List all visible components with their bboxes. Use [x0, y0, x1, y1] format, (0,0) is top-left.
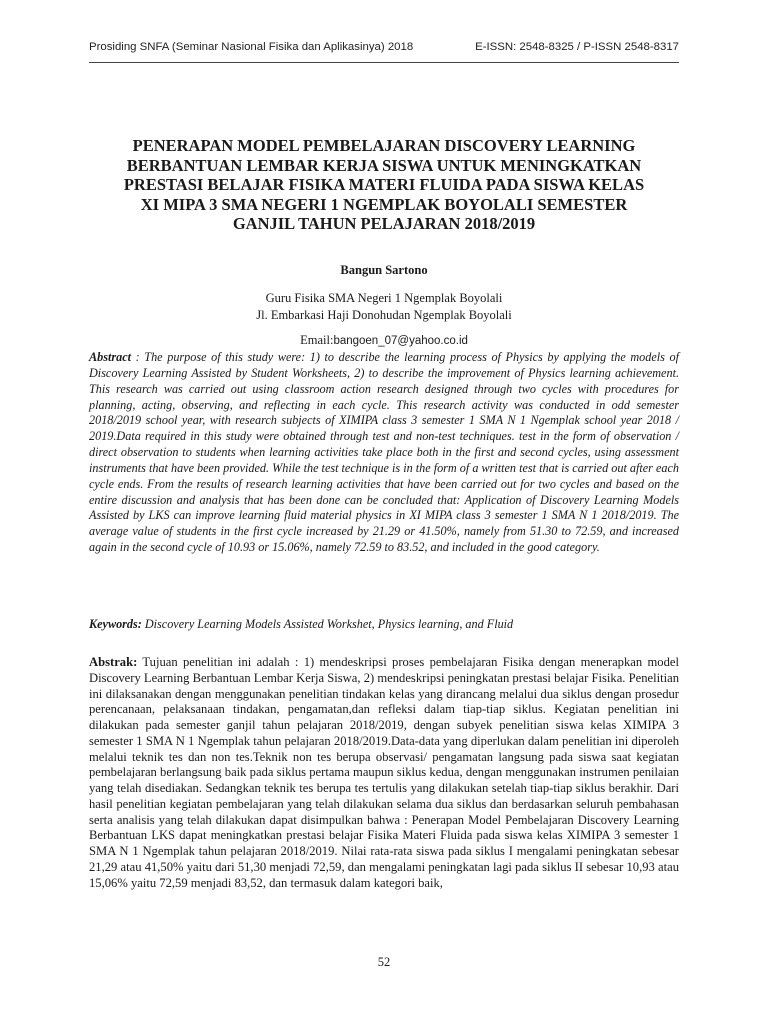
title-line: GANJIL TAHUN PELAJARAN 2018/2019	[232, 214, 536, 234]
abstrak-label: Abstrak:	[89, 655, 138, 669]
title-line: BERBANTUAN LEMBAR KERJA SISWA UNTUK MENINGKATKAN	[126, 155, 642, 175]
running-header	[89, 41, 679, 57]
page-number: 52	[377, 955, 391, 969]
abstract-english	[89, 350, 679, 556]
affiliation-line: Jl. Embarkasi Haji Donohudan Ngemplak Boyolali	[256, 308, 512, 322]
email-address[interactable]: bangoen_07@yahoo.co.id	[333, 335, 468, 347]
author-name: Bangun Sartono	[340, 263, 428, 277]
keywords	[89, 617, 679, 632]
keywords-label: Keywords:	[89, 617, 142, 631]
abstrak-text: Tujuan penelitian ini adalah : 1) mendeskripsi proses pembelajaran Fisika dengan menerapkan model Discovery Learning Berbantuan Lembar Kerja Siswa, 2) mendeskripsi peningkatan prestasi belajar Fisika. Penelitian ini dilaksanakan dengan menggunakan penelitian tindakan kelas yang dirancang melalui dua siklus dengan prosedur perencanaan, pelaksanaan tindakan, pengamatan,dan refleksi dalam tiap-tiap siklus. Kegiatan penelitian ini dilakukan pada semester ganjil tahun pelajaran 2018/2019, dengan subyek penelitian siswa kelas XIMIPA 3 semester 1 SMA N 1 Ngemplak tahun pelajaran 2018/2019.Data-data yang diperlukan dalam penelitian ini diperoleh melalui teknik tes dan non tes.Teknik non tes berupa observasi/ pengamatan langsung pada siswa saat kegiatan pembelajaran berlangsung baik pada siklus pertama maupun siklus kedua, dengan menggunakan instrumen penilaian yang telah disediakan. Sedangkan teknik tes berupa tes tertulis yang dilakukan setelah tiap-tiap siklus berakhir. Dari hasil penelitian kegiatan pembelajaran yang telah dilakukan selama dua siklus dan berdasarkan seluruh pembahasan serta analisis yang telah dilakukan dapat disimpulkan bahwa : Penerapan Model Pembelajaran Discovery Learning Berbantuan LKS dapat meningkatkan prestasi belajar Fisika Materi Fluida pada siswa kelas XIMIPA 3 semester 1 SMA N 1 Ngemplak tahun pelajaran 2018/2019. Nilai rata-rata siswa pada siklus I mengalami peningkatan sebesar 21,29 atau 41,50% yaitu dari 51,30 menjadi 72,59, dan mengalami peningkatan lagi pada siklus II sebesar 10,93 atau 15,06% yaitu 72,59 menjadi 83,52, dan termasuk dalam kategori baik,	[89, 655, 679, 890]
paper-title	[89, 136, 679, 234]
author-affiliation	[89, 290, 679, 324]
title-line: PENERAPAN MODEL PEMBELAJARAN DISCOVERY LEARNING	[132, 136, 636, 155]
author-email	[89, 333, 679, 348]
header-proceedings: Prosiding SNFA (Seminar Nasional Fisika dan Aplikasinya) 2018	[89, 41, 414, 53]
header-divider	[89, 62, 679, 63]
header-issn: E-ISSN: 2548-8325 / P-ISSN 2548-8317	[475, 41, 679, 53]
title-line: PRESTASI BELAJAR FISIKA MATERI FLUIDA PADA SISWA KELAS	[123, 175, 645, 195]
keywords-text: Discovery Learning Models Assisted Workshet, Physics learning, and Fluid	[141, 617, 514, 631]
affiliation-line: Guru Fisika SMA Negeri 1 Ngemplak Boyolali	[265, 291, 503, 305]
abstract-text: : The purpose of this study were: 1) to describe the learning process of Physics by applying the models of Discovery Learning Assisted by Student Worksheets, 2) to describe the improvement of Physics learning achievement. This research was carried out using classroom action research designed through two cycles with procedures for planning, acting, observing, and reflecting in each cycle. This research activity was conducted in odd semester 2018/2019 school year, with research subjects of XIMIPA class 3 semester 1 SMA N 1 Ngemplak school year 2018 / 2019.Data required in this study were obtained through test and non-test techniques. test in the form of observation / direct observation to students when learning activities take place both in the first and second cycles, using assessment instruments that have been provided. While the test technique is in the form of a written test that is carried out after each cycle ends. From the results of research learning activities that have been carried out for two cycles and based on the entire discussion and analysis that has been done can be concluded that: Application of Discovery Learning Models Assisted by LKS can improve learning fluid material physics in XI MIPA class 3 semester 1 SMA N 1 2018/2019. The average value of students in the first cycle increased by 21.29 or 41.50%, namely from 51.30 to 72.59, and increased again in the second cycle of 10.93 or 15.06%, namely 72.59 to 83.52, and included in the good category.	[89, 350, 679, 555]
abstract-indonesian	[89, 655, 679, 891]
title-line: XI MIPA 3 SMA NEGERI 1 NGEMPLAK BOYOLALI SEMESTER	[140, 194, 628, 214]
abstract-label: Abstract	[89, 350, 131, 364]
email-label: Email:	[300, 333, 334, 347]
